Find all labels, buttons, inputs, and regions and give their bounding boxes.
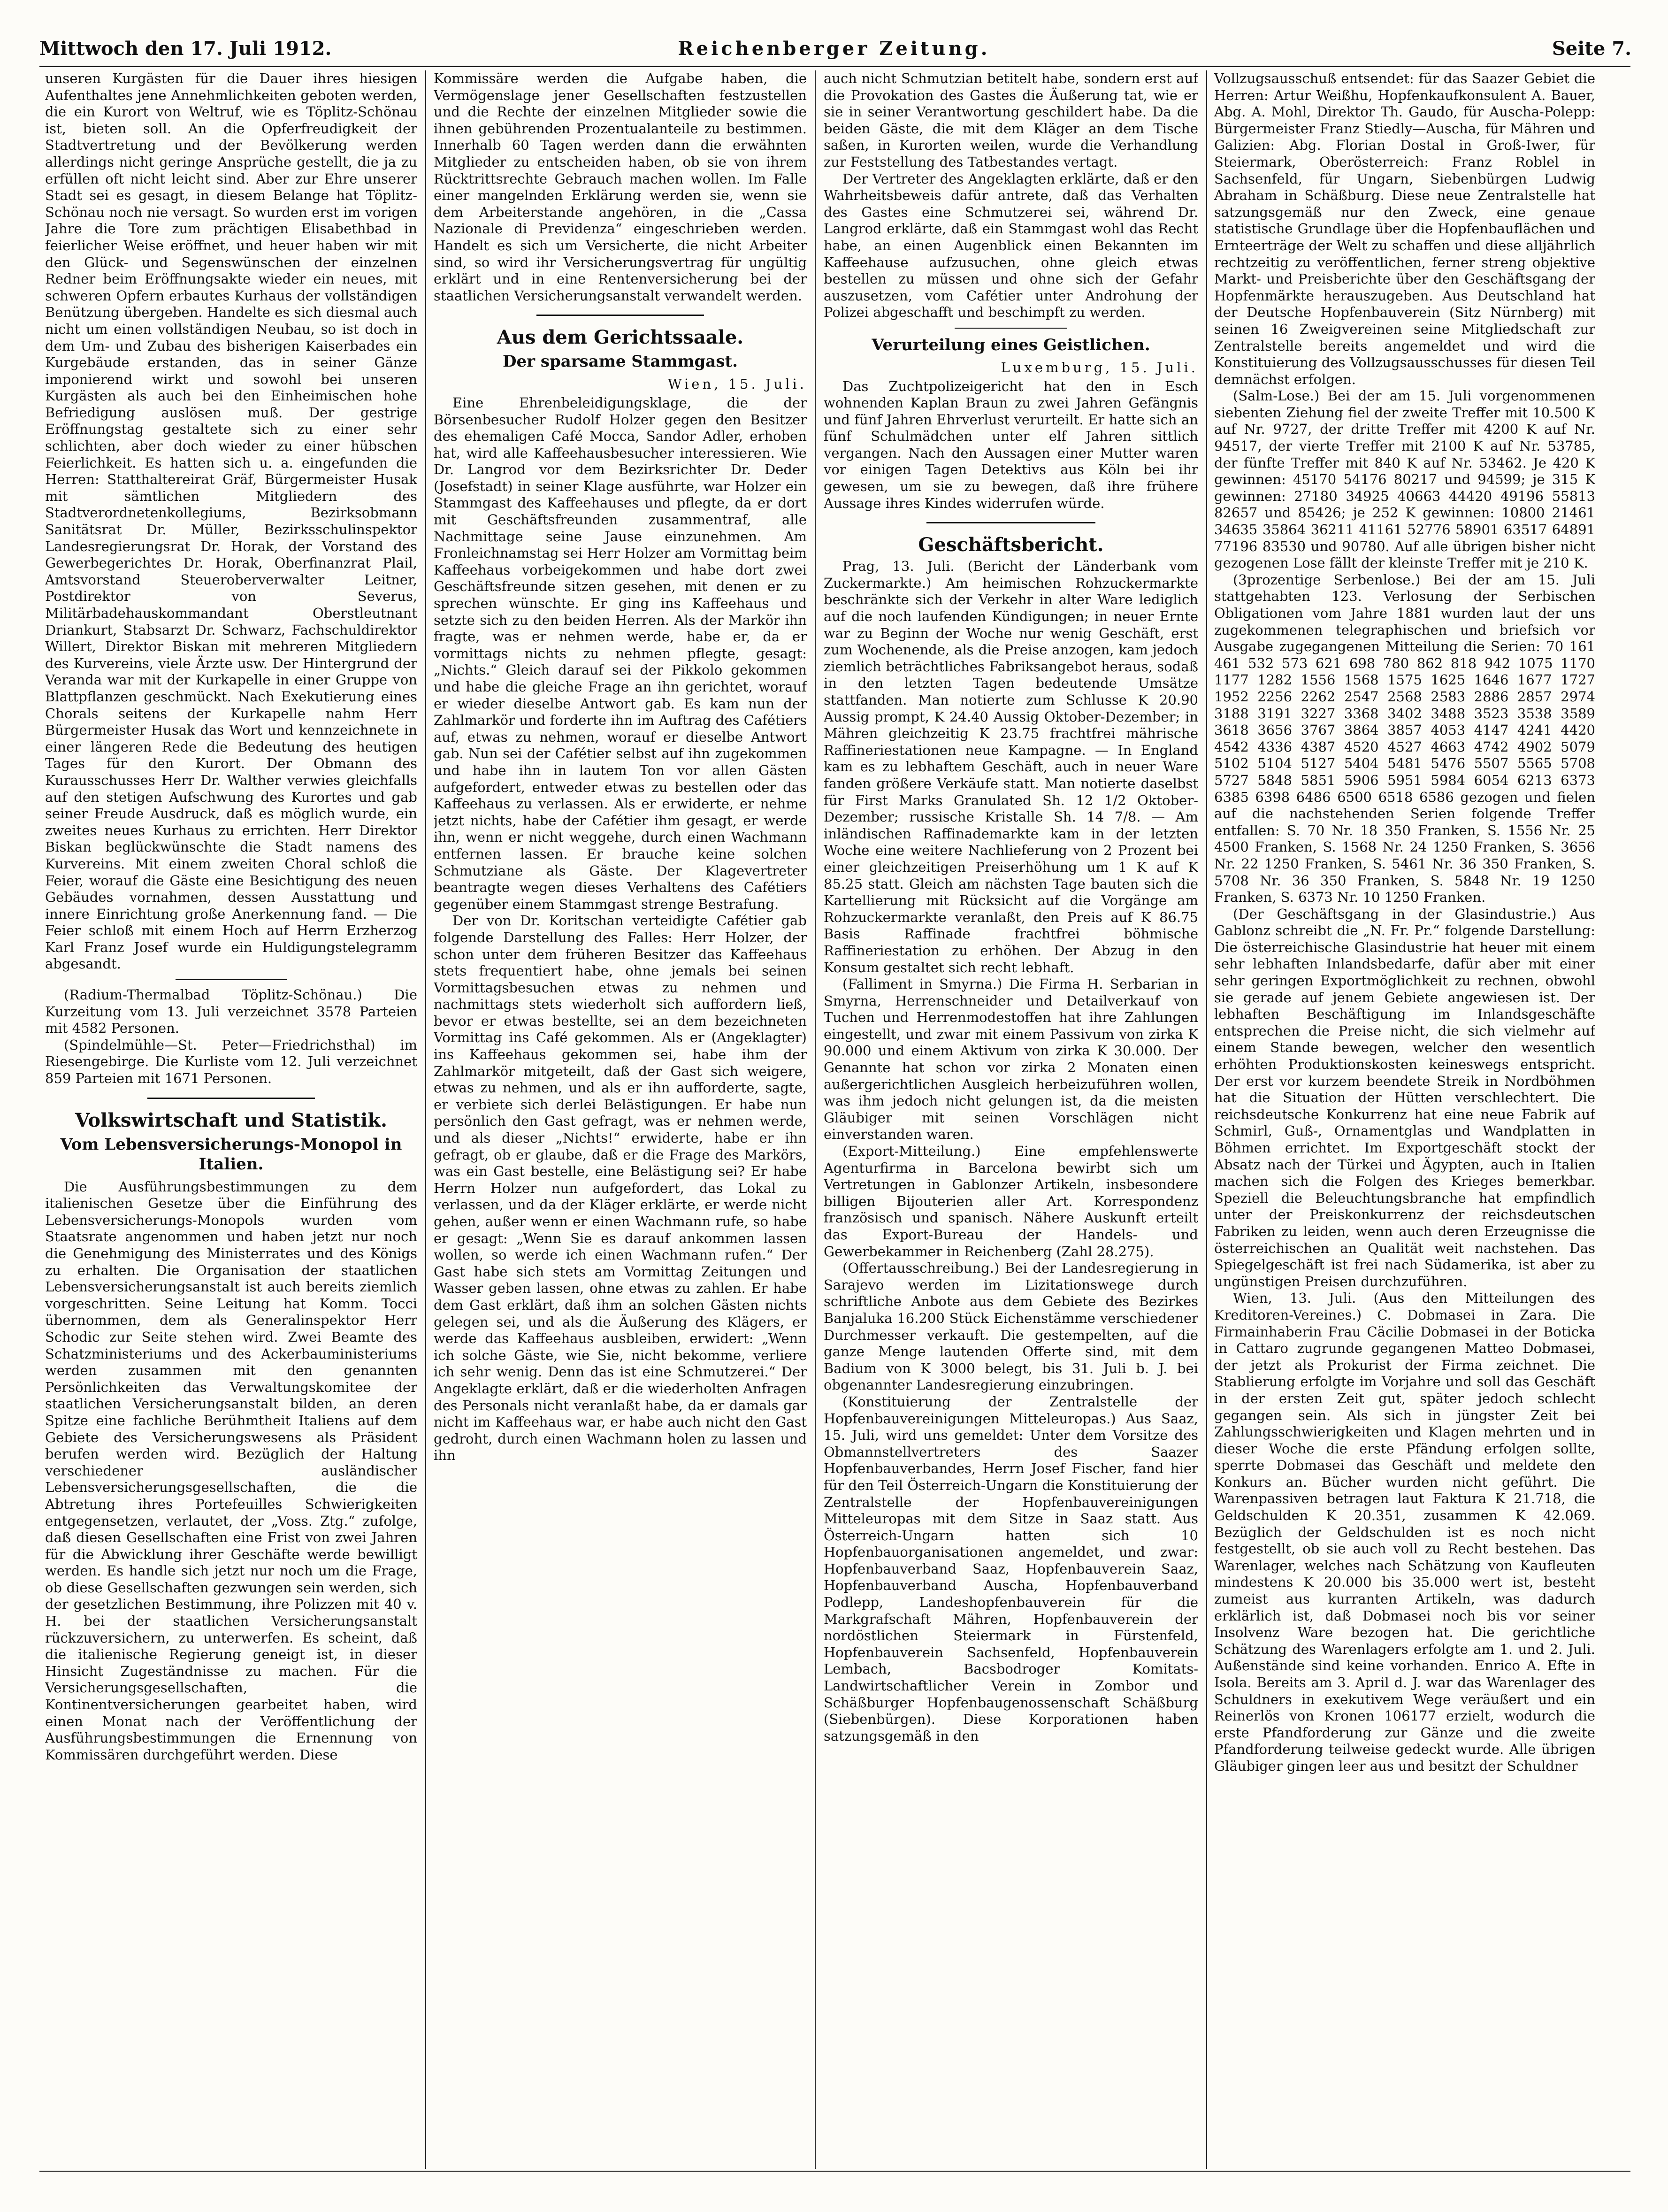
news-item: (Der Geschäftsgang in der Glasindustrie.) Aus Gablonz schreibt die „N. Fr. Pr.“ folgende Darstellung: Die österreichische Glasindustrie hat heuer mit einem sehr lebhaften Inlandsbedarfe, dafür aber mit einer sehr geringen Exportmöglichkeit zu rechnen, obwohl sie gerade auf jenem Gebiete angewiesen ist. Der lebhaften Beschäftigung im Inlandsgeschäfte entsprechen die Preise nicht, die sich vielmehr auf einem Stande bewegen, welcher den wesentlich erhöhten Produktionskosten keineswegs entspricht. Der erst vor kurzem beendete Streik in Nordböhmen hat die Situation der Hütten verschlechtert. Die reichsdeutsche Konkurrenz hat eine neue Fabrik auf Schmirl, Guß-, Ornamentglas und Wandplatten in Böhmen errichtet. Im Exportgeschäft stockt der Absatz nach der Türkei und Ägypten, auch in Italien machen sich die Folgen des Krieges bemerkbar. Speziell die Beleuchtungsbranche hat empfindlich unter der Preiskonkurrenz der reichsdeutschen Fabriken zu leiden, wenn auch deren Erzeugnisse die österreichischen an Qualität weit nachstehen. Das Spiegelgeschäft ist frei nach Südamerika, ist aber zu ungünstigen Preisen durchzuführen. (1214, 906, 1595, 1290)
separator (536, 315, 704, 316)
column-1 (45, 70, 417, 2169)
dateline: Luxemburg, 15. Juli. (1001, 359, 1198, 376)
news-item: (Offertausschreibung.) Bei der Landesregierung in Sarajevo werden im Lizitationswege durch schriftliche Anbote aus dem Gebiete des Bezirkes Banjaluka 16.200 Stück Eichenstämme verschiedener Durchmesser verkauft. Die gestempelten, auf die ganze Menge lautenden Offerte sind, mit dem Badium von K 3000 belegt, bis 31. Juli b. J. bei obgenannter Landesregierung einzubringen. (824, 1260, 1198, 1393)
article-heading: Verurteilung eines Geistlichen. (872, 335, 1150, 354)
dateline: Wien, 15. Juli. (667, 376, 807, 392)
section-heading: Aus dem Gerichtssaale. (497, 326, 744, 349)
column-divider (815, 70, 816, 2169)
article-paragraph: Vollzugsausschuß entsendet: für das Saazer Gebiet die Herren: Artur Weißhu, Hopfenkaufkonsulent A. Bauer, Abg. A. Mohl, Direktor Th. Gaudo, für Auscha-Polepp: Bürgermeister Franz Stiedly—Auscha, für Mähren und Galizien: Abg. Florian Dostal in Groß-Iwer, für Steiermark, Oberösterreich: Franz Roblel in Sachsenfeld, für Ungarn, Siebenbürgen Ludwig Abraham in Schäßburg. Diese neue Zentralstelle hat satzungsgemäß nur den Zweck, eine genaue statistische Grundlage über die Hopfenbauflächen und Ernteerträge der Welt zu schaffen und diese alljährlich rechtzeitig zu veröffentlichen, ferner streng objektive Markt- und Preisberichte über den Geschäftsgang der Hopfenmärkte herauszugeben. Aus Deutschland hat der Deutsche Hopfenbauverein (Sitz Nürnberg) mit seinen 16 Zweigvereinen seine Mitgliedschaft zur Zentralstelle bereits angemeldet und wird die Konstituierung des Vollzugsausschusses für diesen Teil demnächst erfolgen. (1214, 70, 1595, 387)
article-paragraph: Der Vertreter des Angeklagten erklärte, daß er den Wahrheitsbeweis dafür antrete, daß das Verhalten des Gastes eine Schmutzerei sei, während Dr. Langrod erklärte, daß ein Stammgast wohl das Recht habe, an einen Augenblick einen Bekannten im Kaffeehause aufzusuchen, ohne gleich etwas bestellen zu müssen und ohne sich der Gefahr auszusetzen, vom Cafétier unter Androhung der Polizei abgeschafft und beschimpft zu werden. (824, 170, 1198, 321)
masthead (33, 35, 1635, 63)
article-paragraph: Das Zuchtpolizeigericht hat den in Esch wohnenden Kaplan Braun zu zwei Jahren Gefängnis und fünf Jahren Ehrverlust verurteilt. Er hatte sich an fünf Schulmädchen unter elf Jahren sittlich vergangen. Nach den Aussagen einer Mutter waren vor einigen Tagen Detektivs aus Köln bei ihr gewesen, um sie zu bewegen, daß ihre frühere Aussage ihres Kindes widerrufen würde. (824, 378, 1198, 511)
article-paragraph: Der von Dr. Koritschan verteidigte Cafétier gab folgende Darstellung des Falles: Herr Holzer, der schon unter dem früheren Besitzer das Kaffeehaus stets frequentiert habe, ohne jemals bei seinen Vormittagsbesuchen etwas zu nehmen und nachmittags stets wiederholt sich auffordern ließ, bevor er etwas bestellte, sei an dem bezeichneten Vormittag ins Café gekommen. Als er (Angeklagter) ins Kaffeehaus gekommen sei, habe ihm der Zahlmarkör mitgeteilt, daß der Gast sich weigere, etwas zu nehmen, und als er ihn aufforderte, sagte, er verbiete sich derlei Belästigungen. Er habe nun persönlich den Gast gefragt, was er nehmen werde, und als dieser „Nichts!“ erwiderte, habe er ihn gefragt, ob er glaube, daß er die Frage des Markörs, was ein Gast bestelle, eine Belästigung sei? Er habe Herrn Holzer nun aufgefordert, das Lokal zu verlassen, und da der Kläger erklärte, er werde nicht gehen, außer wenn er einen Wachmann rufe, so habe er gesagt: „Wenn Sie es darauf ankommen lassen wollen, so werde ich einen Wachmann rufen.“ Der Gast habe sich stets am Vormittag Zeitungen und Wasser geben lassen, ohne etwas zu zahlen. Er habe dem Gast erklärt, daß ihm an solchen Gästen nichts gelegen sei, und als die Äußerung des Klägers, er werde das Kaffeehaus ausbleiben, erwidert: „Wenn ich solche Gäste, wie Sie, nicht bekomme, verliere ich sehr wenig. Denn das ist eine Schmutzerei.“ Der Angeklagte erklärt, daß er die wiederholten Anfragen des Personals nicht veranlaßt habe, da er damals gar nicht im Kaffeehaus war, er habe auch nicht den Gast gedroht, durch einen Wachmann holen zu lassen und ihn (434, 913, 807, 1464)
news-item: Wien, 13. Juli. (Aus den Mitteilungen des Kreditoren-Vereines.) C. Dobmasei in Zara. Die Firmainhaberin Frau Cäcilie Dobmasei in der Boticka in Cattaro zugrunde gegangenen Matteo Dobmasei, der jetzt als Prokurist der Firma zeichnet. Die Stablierung erfolgte im Vorjahre und soll das Geschäft in der ersten Zeit gut, später jedoch schlecht gegangen sein. Als sich in jüngster Zeit bei Zahlungsschwierigkeiten und Klagen mehrten und in dieser Woche die erste Pfändung erfolgen sollte, sperrte Dobmasei das Geschäft und meldete den Konkurs an. Bücher wurden nicht geführt. Die Warenpassiven betragen laut Faktura K 21.718, die Geldschulden K 20.351, zusammen K 42.069. Bezüglich der Geldschulden ist es noch nicht festgestellt, ob sie auch voll zu Recht bestehen. Das Warenlager, welches nach Schätzung von Kaufleuten mindestens K 20.000 bis 35.000 wert ist, besteht zumeist aus kurranten Artikeln, was dadurch erklärlich ist, daß Dobmasei noch bis vor seiner Insolvenz Ware bezogen hat. Die gerichtliche Schätzung des Warenlagers erfolgte am 1. und 2. Juli. Außenstände sind keine vorhanden. Enrico A. Efte in Isola. Bereits am 3. April d. J. war das Warenlager des Schuldners in exekutivem Wege veräußert und ein Reinerlös von Kronen 106177 erzielt, wodurch die erste Pfandforderung zur Gänze und die zweite Pfandforderung teilweise gedeckt wurde. Alle übrigen Gläubiger gingen leer aus und besitzt der Schuldner (1214, 1290, 1595, 1774)
column-3 (824, 70, 1198, 2169)
page-number: Seite 7. (1552, 38, 1631, 60)
article-heading: Der sparsame Stammgast. (502, 352, 738, 371)
column-divider (1206, 70, 1207, 2169)
header-rule (39, 66, 1630, 67)
separator (147, 1098, 315, 1099)
article-paragraph: auch nicht Schmutzian betitelt habe, sondern erst auf die Provokation des Gastes die Äußerung tat, wie er sie in seiner Verantwortung geschildert habe. Da die beiden Gäste, die mit dem Kläger an dem Tische saßen, in Kurorten weilen, wurde die Verhandlung zur Feststellung des Tatbestandes vertagt. (824, 70, 1198, 170)
news-item: (3prozentige Serbenlose.) Bei der am 15. Juli stattgehabten 123. Verlosung der Serbischen Obligationen vom Jahre 1881 wurden laut der uns zugekommenen telegraphischen und briefsich vor Ausgabe zugegangenen Mitteilung die Serien: 70 161 461 532 573 621 698 780 862 818 942 1075 1170 1177 1282 1556 1568 1575 1625 1646 1677 1727 1952 2256 2262 2547 2568 2583 2886 2857 2974 3188 3191 3227 3368 3402 3488 3523 3538 3589 3618 3656 3767 3864 3857 4053 4147 4241 4420 4542 4336 4387 4520 4527 4663 4742 4902 5079 5102 5104 5127 5404 5481 5476 5507 5565 5708 5727 5848 5851 5906 5951 5984 6054 6213 6373 6385 6398 6486 6500 6518 6586 gezogen und fielen auf die nachstehenden Serien folgende Treffer entfallen: S. 70 Nr. 18 350 Franken, S. 1556 Nr. 25 4500 Franken, S. 1568 Nr. 24 1250 Franken, S. 3656 Nr. 22 1250 Franken, S. 5461 Nr. 36 350 Franken, S. 5708 Nr. 36 350 Franken, S. 5848 Nr. 19 1250 Franken, S. 6373 Nr. 10 1250 Franken. (1214, 571, 1595, 906)
article-heading: Vom Lebensversicherungs-Monopol in Italien. (60, 1135, 402, 1174)
section-heading: Volkswirtschaft und Statistik. (75, 1109, 387, 1131)
article-paragraph: Kommissäre werden die Aufgabe haben, die Vermögenslage jener Gesellschaften festzustellen und die Rechte der einzelnen Mitglieder sowie die ihnen gebührenden Prozentualanteile zu bestimmen. Innerhalb 60 Tagen werden dann die erwähnten Mitglieder zu entscheiden haben, ob sie von ihrem Rücktrittsrechte Gebrauch machen wollen. Im Falle einer mangelnden Erklärung werden sie, wenn sie dem Arbeiterstande angehören, in die „Cassa Nazionale di Previdenza“ eingeschrieben werden. Handelt es sich um Versicherte, die nicht Arbeiter sind, so wird ihr Versicherungsvertrag für ungültig erklärt und in eine Rentenversicherung bei der staatlichen Versicherungsanstalt verwandelt werden. (434, 70, 807, 304)
column-divider (425, 70, 426, 2169)
column-2 (434, 70, 807, 2169)
news-item: (Konstituierung der Zentralstelle der Hopfenbauvereinigungen Mitteleuropas.) Aus Saaz, 15. Juli, wird uns gemeldet: Unter dem Vorsitze des Obmannstellvertreters des Saazer Hopfenbauverbandes, Herrn Josef Fischer, fand hier für den Teil Österreich-Ungarn die Konstituierung der Zentralstelle der Hopfenbauvereinigungen Mitteleuropas mit dem Sitze in Saaz statt. Aus Österreich-Ungarn hatten sich 10 Hopfenbauorganisationen angemeldet, und zwar: Hopfenbauverband Saaz, Hopfenbauverein Saaz, Hopfenbauverband Auscha, Hopfenbauverband Podlepp, Landeshopfenbauverein für die Markgrafschaft Mähren, Hopfenbauverein der nordöstlichen Steiermark in Fürstenfeld, Hopfenbauverein Sachsenfeld, Hopfenbauverein Lembach, Bacsbodroger Komitats-Landwirtschaftlicher Verein in Zombor und Schäßburger Hopfenbaugenossenschaft Schäßburg (Siebenbürgen). Diese Korporationen haben satzungsgemäß in den (824, 1393, 1198, 1744)
news-item: (Export-Mitteilung.) Eine empfehlenswerte Agenturfirma in Barcelona bewirbt sich um Vertretungen in Gablonzer Artikeln, insbesondere billigen Bijouterien aller Art. Korrespondenz französisch und spanisch. Nähere Auskunft erteilt das Export-Bureau der Handels- und Gewerbekammer in Reichenberg (Zahl 28.275). (824, 1143, 1198, 1260)
issue-date: Mittwoch den 17. Juli 1912. (39, 38, 332, 60)
separator (955, 328, 1067, 329)
news-item: (Salm-Lose.) Bei der am 15. Juli vorgenommenen siebenten Ziehung fiel der zweite Treffer mit 10.500 K auf Nr. 9727, der dritte Treffer mit 4200 K auf Nr. 94517, der vierte Treffer mit 2100 K auf Nr. 53785, der fünfte Treffer mit 840 K auf Nr. 53462. Je 420 K gewinnen: 45170 54176 80217 und 94599; je 315 K gewinnen: 27180 34925 40663 44420 49196 55813 82657 und 85426; je 252 K gewinnen: 10800 21461 34635 35864 36211 41161 52776 58901 63517 64891 77196 83530 und 90780. Auf alle übrigen bisher nicht gezogenen Lose fällt der kleinste Treffer mit je 210 K. (1214, 388, 1595, 571)
news-item: Prag, 13. Juli. (Bericht der Länderbank vom Zuckermarkte.) Am heimischen Rohzuckermarkte beschränkte sich der Verkehr in alter Ware lediglich auf die noch laufenden Kündigungen; in neuer Ernte war zu Beginn der Woche nur wenig Geschäft, erst zum Wochenende, als die Preise anzogen, kam jedoch ziemlich beträchtliches Fabriksangebot heraus, sodaß in den letzten Tagen bedeutende Umsätze stattfanden. Man notierte zum Schlusse K 20.90 Aussig prompt, K 24.40 Aussig Oktober-Dezember; in Mähren gleichzeitig K 23.75 frachtfrei mährische Raffineriestationen neue Kampagne. — In England kam es zu lebhaftem Geschäft, auch in neuer Ware fanden größere Verkäufe statt. Man notierte daselbst für First Marks Granulated Sh. 12 1/2 Oktober-Dezember; russische Kristalle Sh. 14 7/8. — Am inländischen Raffinademarkte kam in der letzten Woche eine weitere Nachlieferung von 2 Prozent bei einer gleichzeitigen Preiserhöhung um 1 K auf K 85.25 statt. Gleich am nächsten Tage bauten sich die Kartellierung mit Rücksicht auf die Vorgänge am Rohzuckermarkte veranlaßt, den Preis auf K 86.75 Basis Raffinade frachtfrei böhmische Raffineriestation zu erhöhen. Der Abzug in den Konsum gestaltet sich recht lebhaft. (824, 558, 1198, 975)
separator (926, 522, 1095, 523)
section-heading: Geschäftsbericht. (918, 534, 1104, 556)
article-paragraph: unseren Kurgästen für die Dauer ihres hiesigen Aufenthaltes jene Annehmlichkeiten geboten werden, die ein Kurort von Weltruf, wie es Töplitz-Schönau ist, bieten soll. An die Opferfreudigkeit der Stadtvertretung und der Bevölkerung werden allerdings nicht geringe Ansprüche gestellt, die ja zu erfüllen oft nicht leicht sind. Aber zur Ehre unserer Stadt sei es gesagt, in diesem Belange hat Töplitz-Schönau noch nie versagt. So wurden erst im vorigen Jahre die Tore zum prächtigen Elisabethbad in feierlicher Weise eröffnet, und heuer haben wir mit den Glück- und Segenswünschen der einzelnen Redner beim Eröffnungsakte wieder ein neues, mit schweren Opfern erbautes Kurhaus der vollständigen Benützung übergeben. Handelte es sich diesmal auch nicht um einen vollständigen Neubau, so ist doch in dem Um- und Zubau des bisherigen Kaiserbades ein Kurgebäude erstanden, das in seiner Gänze imponierend wirkt und sowohl bei unseren Kurgästen als auch bei den Einheimischen hohe Befriedigung auslösen muß. Der gestrige Eröffnungstag gestaltete sich zu einer sehr schlichten, aber doch wieder zu einer hübschen Feierlichkeit. Es hatten sich u. a. eingefunden die Herren: Statthaltereirat Gräf, Bürgermeister Husak mit sämtlichen Mitgliedern des Stadtverordnetenkollegiums, Bezirksobmann Sanitätsrat Dr. Müller, Bezirksschulinspektor Landesregierungsrat Dr. Horak, der Vorstand des Gewerbegerichtes Dr. Horak, Oberfinanzrat Plail, Amtsvorstand Steueroberverwalter Leitner, Postdirektor von Severus, Militärbadehauskommandant Oberstleutnant Driankurt, Stabsarzt Dr. Schwarz, Fachschuldirektor Willert, Direktor Biskan mit mehreren Mitgliedern des Kurvereins, viele Ärzte usw. Der Hintergrund der Veranda war mit der Kurkapelle in einer Gruppe von Blattpflanzen geschmückt. Nach Exekutierung eines Chorals seitens der Kurkapelle nahm Herr Bürgermeister Husak das Wort und kennzeichnete in einer längeren Rede die Bedeutung des heutigen Tages für den Kurort. Der Obmann des Kurausschusses Herr Dr. Walther verwies gleichfalls auf den stetigen Aufschwung des Kurortes und gab seiner Freude Ausdruck, daß es möglich wurde, ein zweites neues Kurhaus zu errichten. Herr Direktor Biskan beglückwünschte die Stadt namens des Kurvereins. Mit einem zweiten Choral schloß die Feier, worauf die Gäste eine Besichtigung des neuen Gebäudes vornahmen, dessen Ausstattung und innere Einrichtung große Anerkennung fand. — Die Feier schloß mit einem Hoch auf Herrn Erzherzog Karl Franz Josef wurde ein Huldigungstelegramm abgesandt. (45, 70, 417, 972)
news-item: (Spindelmühle—St. Peter—Friedrichsthal) im Riesengebirge. Die Kurliste vom 12. Juli verzeichnet 859 Parteien mit 1671 Personen. (45, 1037, 417, 1087)
newspaper-title: Reichenberger Zeitung. (678, 38, 990, 60)
separator (176, 979, 287, 980)
news-item: (Falliment in Smyrna.) Die Firma H. Serbarian in Smyrna, Herrenschneider und Detailverkauf von Tuchen und Herrenmodestoffen hat ihre Zahlungen eingestellt, und zwar mit einem Passivum von zirka K 90.000 und einem Aktivum von zirka K 30.000. Der Genannte hat schon vor zirka 2 Monaten einen außergerichtlichen Ausgleich herbeizuführen wollen, was ihm jedoch nicht gelungen ist, da die meisten Gläubiger mit seinen Vorschlägen nicht einverstanden waren. (824, 976, 1198, 1143)
article-paragraph: Die Ausführungsbestimmungen zu dem italienischen Gesetze über die Einführung des Lebensversicherungs-Monopols wurden vom Staatsrate angenommen und haben jetzt nur noch die Genehmigung des Ministerrates und des Königs zu erhalten. Die Organisation der staatlichen Lebensversicherungsanstalt ist auch bereits ziemlich vorgeschritten. Seine Leitung hat Komm. Tocci übernommen, dem als Generalinspektor Herr Schodic zur Seite stehen wird. Zwei Beamte des Schatzministeriums und des Ackerbauministeriums werden zusammen mit den genannten Persönlichkeiten das Verwaltungskomitee der staatlichen Versicherungsanstalt bilden, an deren Spitze eine fachliche Berühmtheit Italiens auf dem Gebiete des Versicherungswesens als Präsident berufen werden wird. Bezüglich der Haltung verschiedener ausländischer Lebensversicherungsgesellschaften, die die Abtretung ihres Portefeuilles Schwierigkeiten entgegensetzen, verlautet, der „Voss. Ztg.“ zufolge, daß diesen Gesellschaften eine Frist von zwei Jahren für die Abwicklung ihrer Geschäfte werde bewilligt werden. Es handle sich jetzt nur noch um die Frage, ob diese Gesellschaften gezwungen sein werden, sich der gesetzlichen Bestimmung, ihre Polizzen mit 40 v. H. bei der staatlichen Versicherungsanstalt rückzuversichern, zu unterwerfen. Es scheint, daß die italienische Regierung geneigt ist, in dieser Hinsicht Zugeständnisse zu machen. Für die Versicherungsgesellschaften, die Kontinentversicherungen gearbeitet haben, wird einen Monat nach der Veröffentlichung der Ausführungsbestimmungen die Ernennung von Kommissären durchgeführt werden. Diese (45, 1178, 417, 1763)
column-4 (1214, 70, 1595, 2169)
footer-rule (39, 2171, 1630, 2172)
news-item: (Radium-Thermalbad Töplitz-Schönau.) Die Kurzeitung vom 13. Juli verzeichnet 3578 Parteien mit 4582 Personen. (45, 987, 417, 1037)
article-paragraph: Eine Ehrenbeleidigungsklage, die der Börsenbesucher Rudolf Holzer gegen den Besitzer des ehemaligen Café Mocca, Sandor Adler, erhoben hat, wird alle Kaffeehausbesucher interessieren. Wie Dr. Langrod vor dem Bezirksrichter Dr. Deder (Josefstadt) in seiner Klage ausführte, war Holzer ein Stammgast des Kaffeehauses und pflegte, da er dort mit Geschäftsfreunden zusammentraf, alle Nachmittage seine Jause einzunehmen. Am Fronleichnamstag sei Herr Holzer am Vormittag beim Kaffeehaus vorbeigekommen und habe dort zwei Geschäftsfreunde sitzen gesehen, mit denen er zu sprechen wünschte. Er ging ins Kaffeehaus und setzte sich zu den beiden Herren. Als der Markör ihn fragte, was er nehmen werde, habe er, da er vormittags nichts zu nehmen pflegte, gesagt: „Nichts.“ Gleich darauf sei der Pikkolo gekommen und habe die gleiche Frage an ihn gerichtet, worauf er wieder dieselbe Antwort gab. Es kam nun der Zahlmarkör und forderte ihn im Auftrag des Cafétiers auf, etwas zu nehmen, worauf er dieselbe Antwort gab. Nun sei der Cafétier selbst auf ihn zugekommen und habe ihn in lautem Ton vor allen Gästen aufgefordert, entweder etwas zu bestellen oder das Kaffeehaus zu verlassen. Als er erwiderte, er nehme jetzt nichts, habe der Cafétier ihm gesagt, er werde ihn, wenn er nicht weggehe, durch einen Wachmann entfernen lassen. Er brauche keine solchen Schmutziane als Gäste. Der Klagevertreter beantragte wegen dieses Verhaltens des Cafétiers gegenüber einem Stammgast strenge Bestrafung. (434, 394, 807, 912)
